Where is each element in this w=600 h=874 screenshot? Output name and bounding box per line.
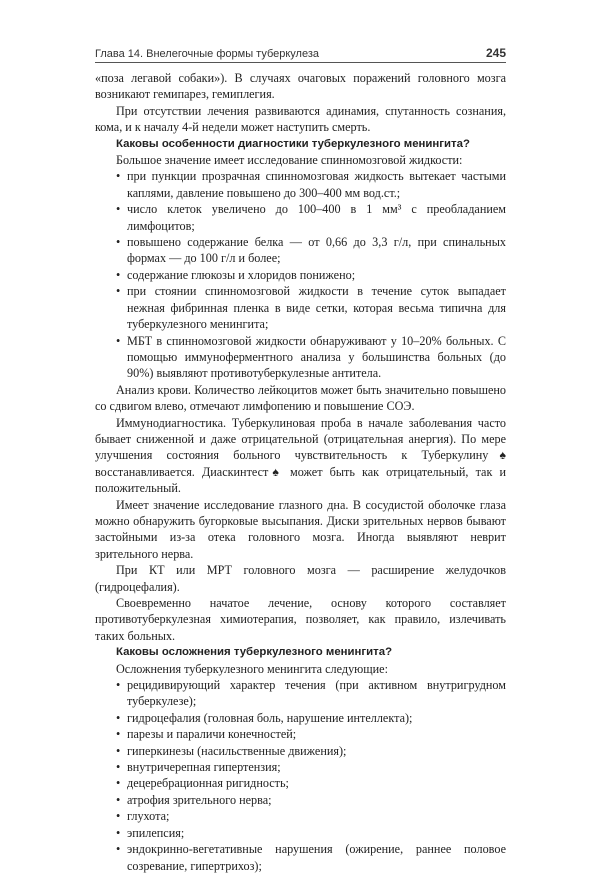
section-question-heading: Каковы осложнения туберкулезного менингита? — [116, 646, 393, 659]
page-number: 245 — [485, 46, 506, 60]
paragraph: «поза легавой собаки»). В случаях очаговых поражений головного мозга возникают гемипарез, гемиплегия. — [95, 71, 506, 102]
list-item: • децеребрационная ригидность; — [95, 775, 506, 791]
paragraph: Иммунодиагностика. Туберкулиновая проба в начале заболевания часто бывает сниженной и даже отрицательной (отрицательная анергия). По мере улучшения состояния больного чувствительность к Туберкулину♠ восстанавливается. Диаскинтест♠ может быть как отрицательный, так и положительный. — [95, 415, 506, 496]
list-item: • глухота; — [95, 808, 506, 824]
running-header — [95, 46, 506, 60]
bullet-list — [95, 168, 506, 381]
paragraph: При отсутствии лечения развиваются адинамия, спутанность сознания, кома, и к началу 4-й недели может наступить смерть. — [95, 103, 506, 135]
list-item: • атрофия зрительного нерва; — [95, 792, 506, 808]
list-item: • внутричерепная гипертензия; — [95, 759, 506, 775]
paragraph: Имеет значение исследование глазного дна. В сосудистой оболочке глаза можно обнаружить бугорковые высыпания. Диски зрительных нервов бывают застойными из-за отека головного мозга. Иногда выявляют неврит зрительного нерва. — [95, 497, 506, 561]
paragraph: При КТ или МРТ головного мозга — расширение желудочков (гидроцефалия). — [95, 563, 506, 594]
list-item: • число клеток увеличено до 100–400 в 1 мм³ с преобладанием лимфоцитов; — [95, 201, 506, 234]
list-item: • при стоянии спинномозговой жидкости в течение суток выпадает нежная фибринная пленка в виде сетки, которая весьма типична для туберкулезного менингита; — [95, 283, 506, 332]
chapter-title: Глава 14. Внелегочные формы туберкулеза — [95, 48, 320, 60]
paragraph: Анализ крови. Количество лейкоцитов может быть значительно повышено со сдвигом влево, отмечают лимфопению и повышение СОЭ. — [95, 382, 506, 414]
list-item: • МБТ в спинномозговой жидкости обнаруживают у 10–20% больных. С помощью иммуноферментного анализа у большинства больных (до 90%) выявляют противотуберкулезные антитела. — [95, 333, 506, 382]
list-item: • гидроцефалия (головная боль, нарушение интеллекта); — [95, 710, 506, 726]
list-item: • гиперкинезы (насильственные движения); — [95, 743, 506, 759]
section-question-heading: Каковы особенности диагностики туберкулезного менингита? — [116, 137, 470, 150]
page-body — [95, 70, 506, 874]
paragraph: Осложнения туберкулезного менингита следующие: — [116, 661, 388, 676]
list-item: • рецидивирующий характер течения (при активном внутригрудном туберкулезе); — [95, 677, 506, 710]
list-item: • при пункции прозрачная спинномозговая жидкость вытекает частыми каплями, давление повышено до 300–400 мм вод.ст.; — [95, 168, 506, 201]
header-rule — [95, 62, 506, 63]
list-item: • содержание глюкозы и хлоридов понижено; — [95, 267, 506, 283]
list-item: • эпилепсия; — [95, 825, 506, 841]
list-item: • повышено содержание белка — от 0,66 до 3,3 г/л, при спинальных формах — до 100 г/л и более; — [95, 234, 506, 267]
paragraph: Своевременно начатое лечение, основу которого составляет противотуберкулезная химиотерапия, позволяет, как правило, излечивать таких больных. — [95, 596, 506, 643]
list-item: • эндокринно-вегетативные нарушения (ожирение, раннее половое созревание, гипертрихоз); — [95, 841, 506, 874]
paragraph: Большое значение имеет исследование спинномозговой жидкости: — [116, 153, 463, 168]
list-item: • парезы и параличи конечностей; — [95, 726, 506, 742]
bullet-list — [95, 677, 506, 874]
